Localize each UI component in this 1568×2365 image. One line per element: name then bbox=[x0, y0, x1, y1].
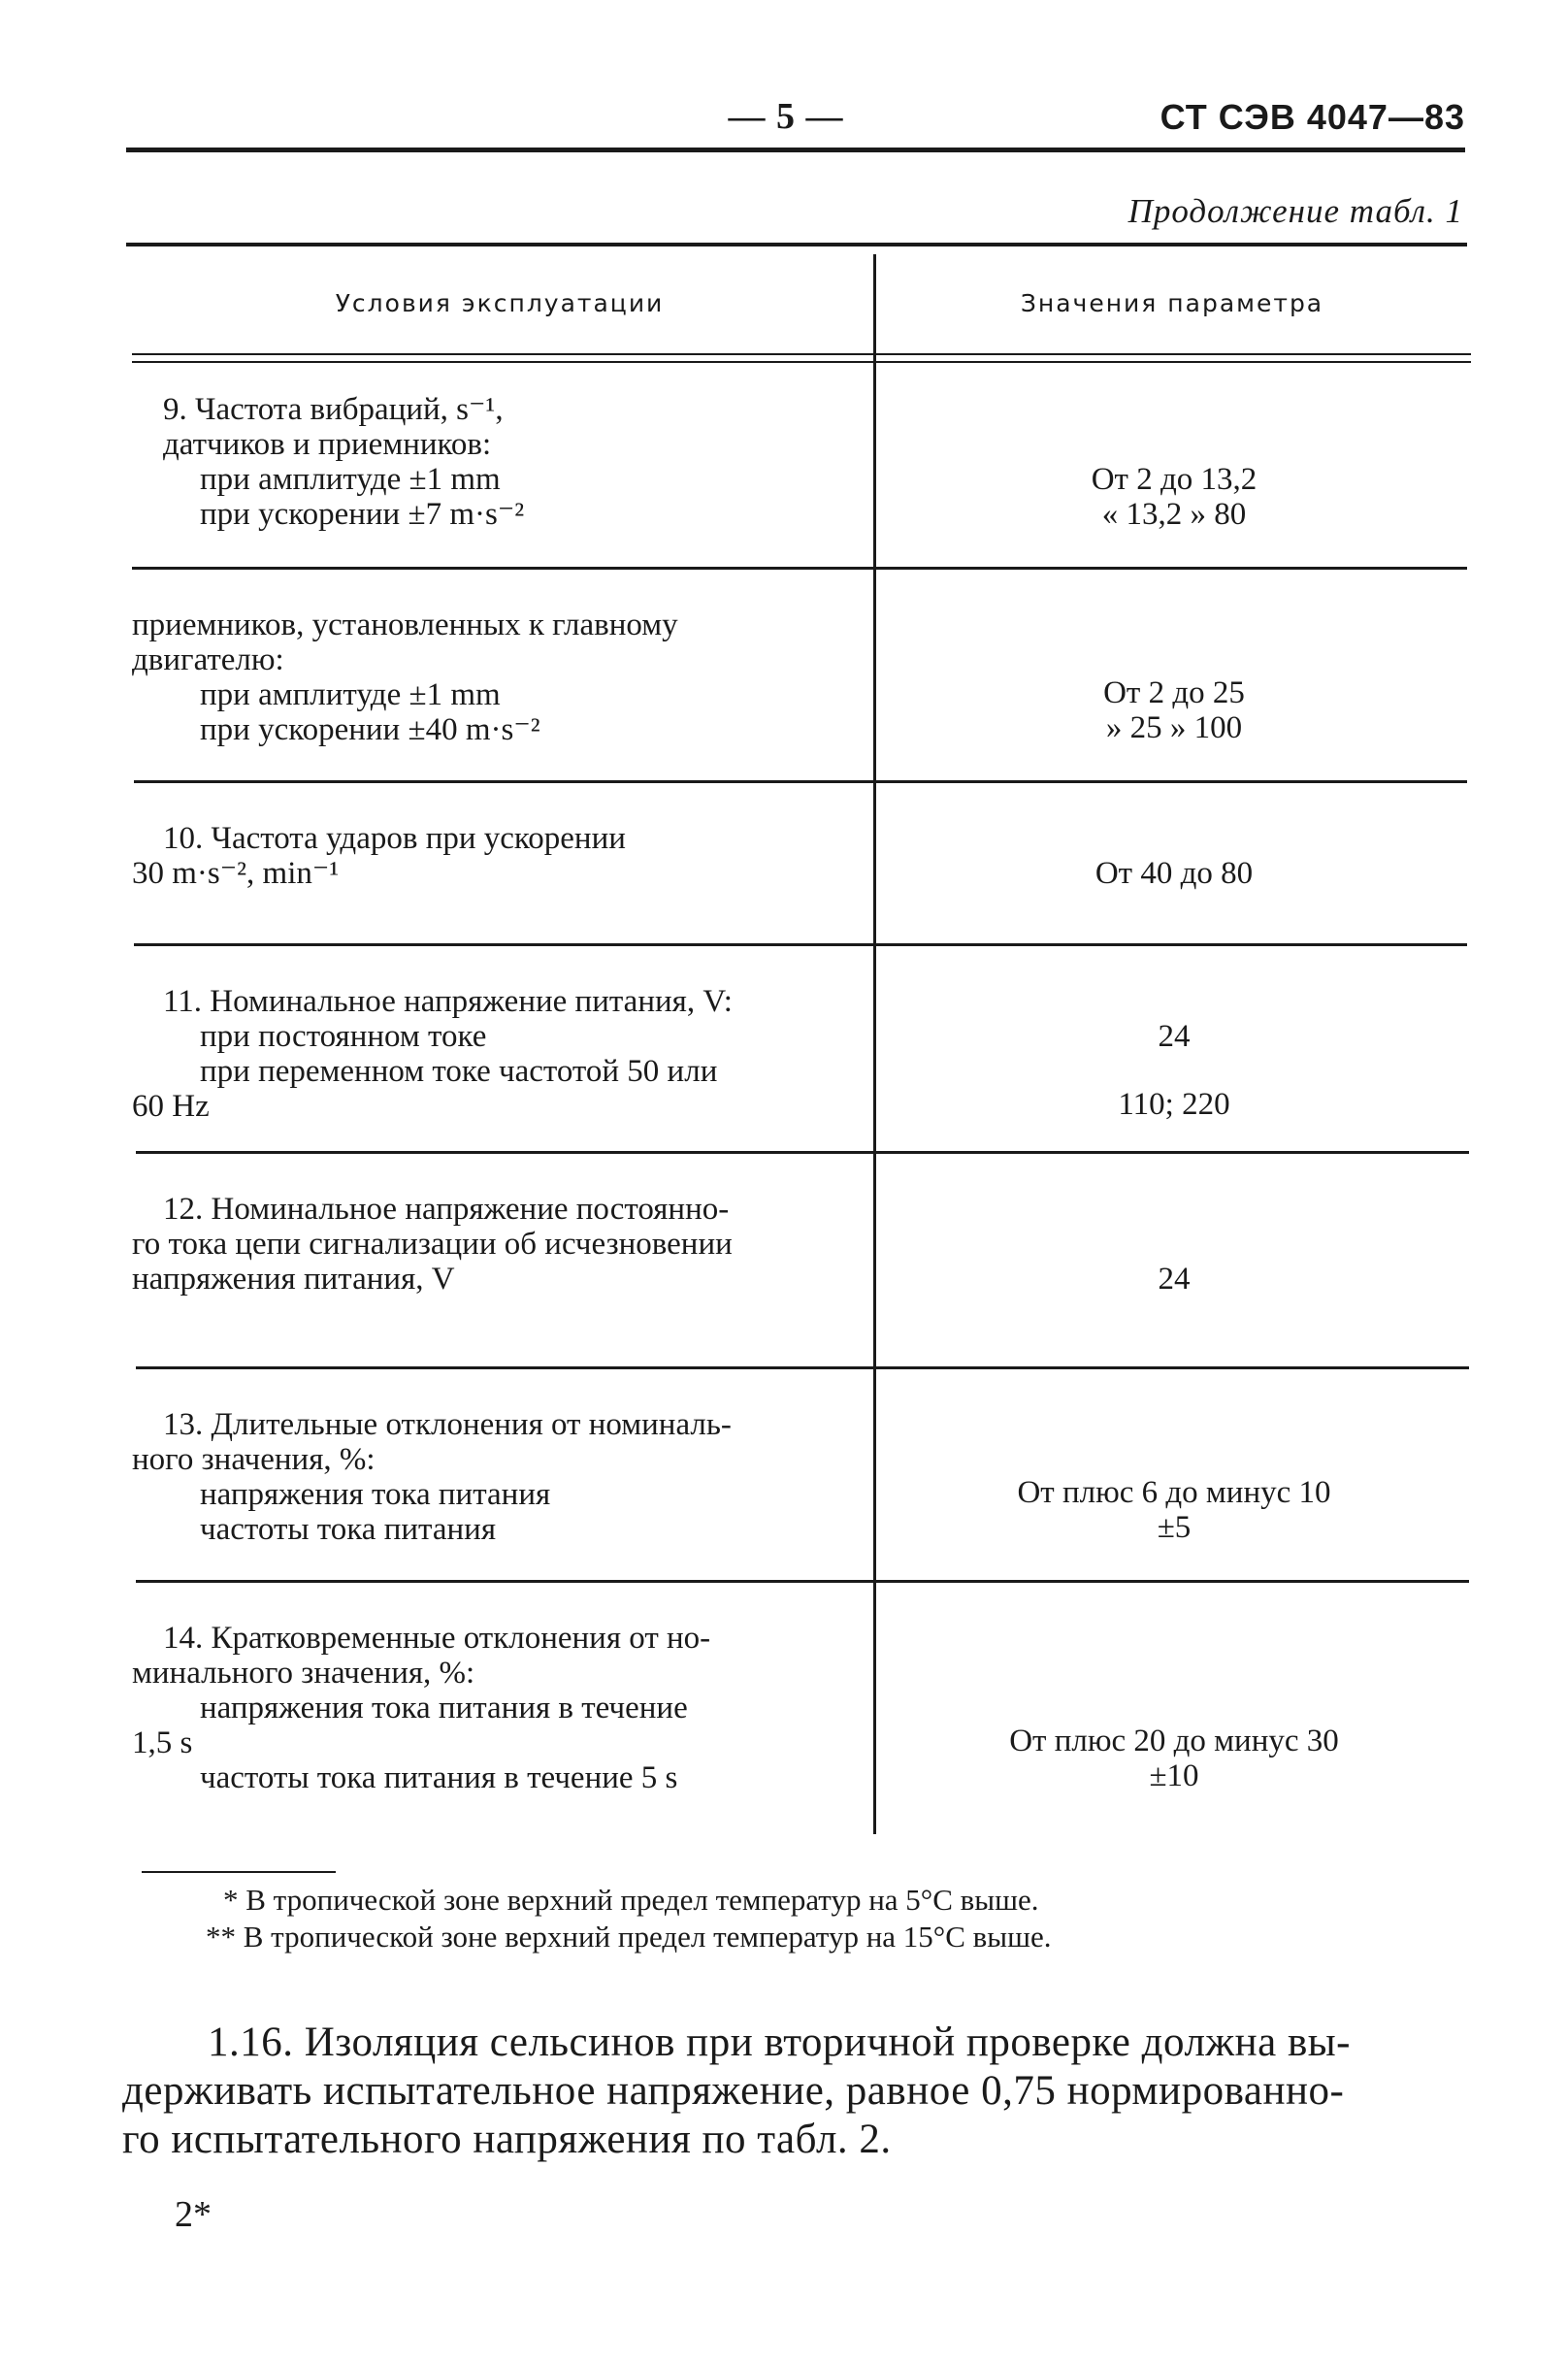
condition-line: при переменном токе частотой 50 или bbox=[200, 1054, 718, 1089]
condition-line: частоты тока питания bbox=[200, 1512, 496, 1547]
value-line: ±5 bbox=[1157, 1510, 1192, 1545]
value-line: 24 bbox=[1158, 1019, 1191, 1054]
table-row-condition bbox=[132, 821, 850, 891]
condition-line: датчиков и приемников: bbox=[163, 427, 492, 462]
row-divider bbox=[134, 943, 1467, 946]
condition-line: при ускорении ±40 m·s⁻² bbox=[200, 712, 540, 747]
standard-code: СТ СЭВ 4047—83 bbox=[1160, 97, 1465, 137]
table-row-condition bbox=[132, 1407, 850, 1547]
column-header-values: Значения параметра bbox=[1020, 289, 1324, 317]
table-row-values bbox=[883, 675, 1465, 745]
page-number: — 5 — bbox=[728, 96, 844, 137]
clause-paragraph bbox=[122, 2019, 1471, 2164]
page-header bbox=[0, 0, 1568, 165]
value-line: ±10 bbox=[1149, 1758, 1199, 1793]
column-divider bbox=[873, 254, 876, 1834]
column-header-conditions: Условия эксплуатации bbox=[335, 289, 665, 317]
table-row-values bbox=[883, 856, 1465, 891]
table-row-values bbox=[883, 1475, 1465, 1545]
table-row-condition bbox=[132, 392, 850, 532]
value-line: » 25 » 100 bbox=[1105, 710, 1243, 745]
condition-line: 10. Частота ударов при ускорении bbox=[163, 821, 626, 856]
condition-line: приемников, установленных к главному bbox=[132, 608, 678, 642]
value-line: « 13,2 » 80 bbox=[1101, 497, 1247, 532]
footnote: ** В тропической зоне верхний предел температур на 15°С выше. bbox=[206, 1920, 1052, 1954]
condition-line: ного значения, %: bbox=[132, 1442, 376, 1477]
table-row-condition bbox=[132, 1621, 850, 1795]
table-row-condition bbox=[132, 1192, 850, 1297]
condition-line: при амплитуде ±1 mm bbox=[200, 677, 501, 712]
value-line: От 40 до 80 bbox=[1094, 856, 1254, 891]
sheet-signature-mark: 2* bbox=[175, 2194, 212, 2235]
header-double-rule bbox=[132, 353, 1471, 355]
table-row-condition bbox=[132, 984, 850, 1124]
value-line: От 2 до 13,2 bbox=[1091, 462, 1258, 497]
condition-line: 30 m·s⁻², min⁻¹ bbox=[132, 856, 340, 891]
condition-line: 11. Номинальное напряжение питания, V: bbox=[163, 984, 733, 1019]
table-top-rule bbox=[126, 243, 1467, 246]
condition-line: 1,5 s bbox=[132, 1725, 193, 1760]
table-row-values bbox=[883, 1019, 1465, 1122]
table-row-values bbox=[883, 462, 1465, 532]
condition-line: при амплитуде ±1 mm bbox=[200, 462, 501, 497]
condition-line: напряжения тока питания bbox=[200, 1477, 551, 1512]
row-divider bbox=[136, 1151, 1469, 1154]
condition-line: 12. Номинальное напряжение постоянно- bbox=[163, 1192, 730, 1227]
condition-line: го тока цепи сигнализации об исчезновении bbox=[132, 1227, 733, 1262]
condition-line: 13. Длительные отклонения от номиналь- bbox=[163, 1407, 732, 1442]
condition-line: напряжения питания, V bbox=[132, 1262, 455, 1297]
condition-line: 60 Hz bbox=[132, 1089, 210, 1124]
footnote: * В тропической зоне верхний предел температур на 5°С выше. bbox=[223, 1883, 1039, 1917]
value-line: 24 bbox=[1158, 1262, 1191, 1297]
row-divider bbox=[132, 567, 1467, 570]
condition-line: 9. Частота вибраций, s⁻¹, bbox=[163, 392, 504, 427]
table-row-values bbox=[883, 1724, 1465, 1793]
table-continuation-label: Продолжение табл. 1 bbox=[1127, 192, 1463, 230]
condition-line: частоты тока питания в течение 5 s bbox=[200, 1760, 678, 1795]
condition-line: 14. Кратковременные отклонения от но- bbox=[163, 1621, 711, 1656]
footnote-rule bbox=[142, 1871, 336, 1873]
paragraph-line: го испытательного напряжения по табл. 2. bbox=[122, 2117, 892, 2162]
row-divider bbox=[136, 1580, 1469, 1583]
row-divider bbox=[136, 1366, 1469, 1369]
value-line: От плюс 20 до минус 30 bbox=[1009, 1724, 1339, 1758]
condition-line: при постоянном токе bbox=[200, 1019, 487, 1054]
value-line: От плюс 6 до минус 10 bbox=[1017, 1475, 1331, 1510]
condition-line: минального значения, %: bbox=[132, 1656, 475, 1691]
table-row-condition bbox=[132, 608, 850, 747]
value-line: От 2 до 25 bbox=[1103, 675, 1245, 710]
header-double-rule bbox=[132, 361, 1471, 363]
table-row-values bbox=[883, 1262, 1465, 1297]
condition-line: напряжения тока питания в течение bbox=[200, 1691, 688, 1725]
value-line: 110; 220 bbox=[1118, 1087, 1230, 1122]
row-divider bbox=[134, 780, 1467, 783]
condition-line: двигателю: bbox=[132, 642, 284, 677]
header-rule bbox=[126, 148, 1465, 152]
paragraph-line: держивать испытательное напряжение, равное 0,75 нормированно- bbox=[122, 2068, 1345, 2114]
paragraph-line: 1.16. Изоляция сельсинов при вторичной проверке должна вы- bbox=[208, 2020, 1351, 2065]
condition-line: при ускорении ±7 m·s⁻² bbox=[200, 497, 525, 532]
